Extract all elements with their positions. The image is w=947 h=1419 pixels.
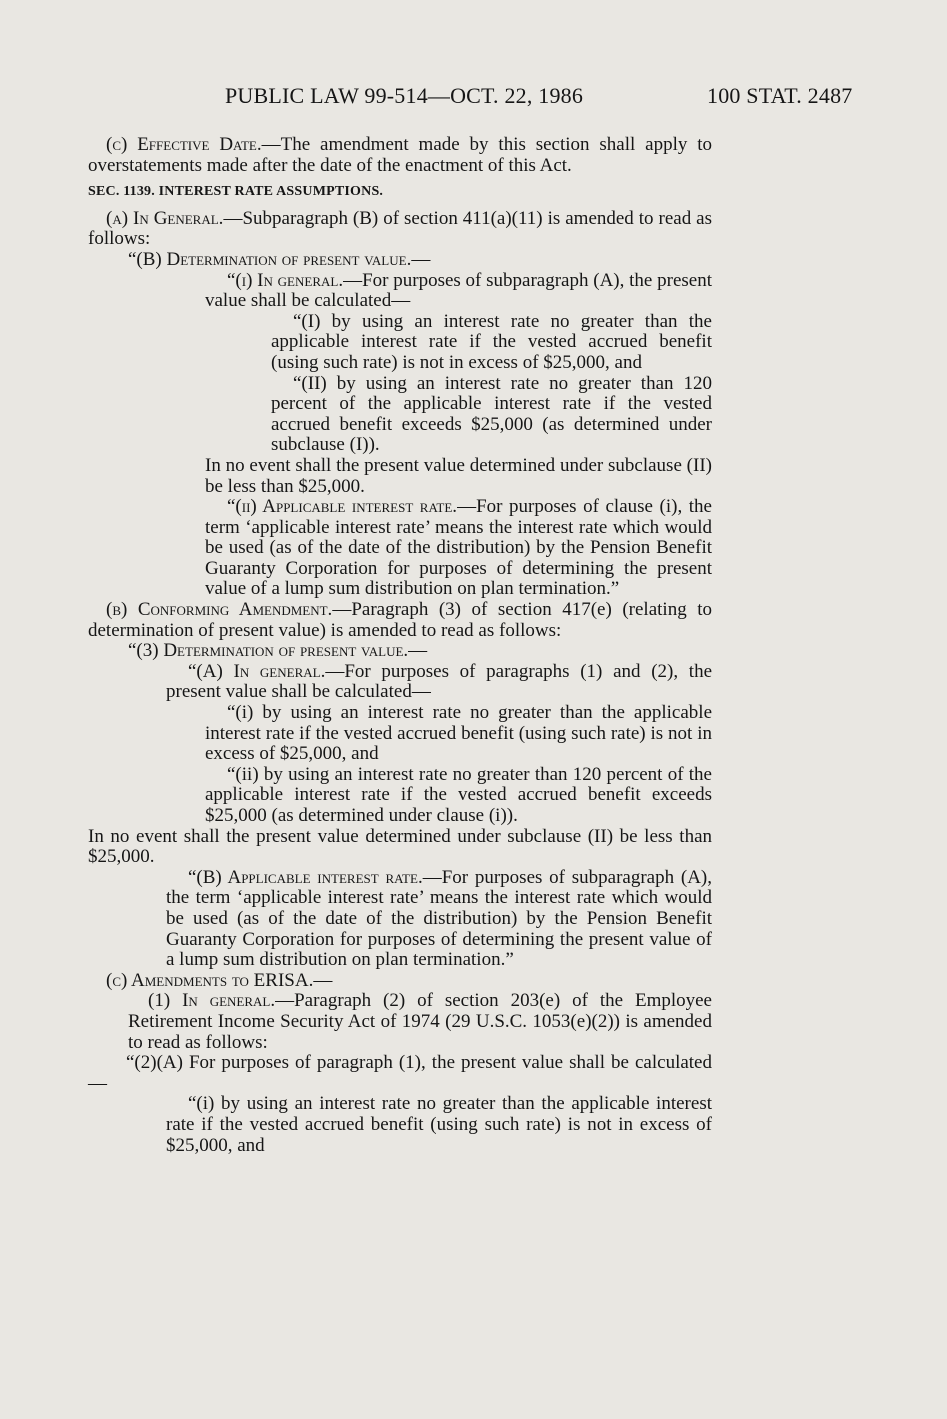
paragraph-label: (c) Effective Date.	[106, 134, 262, 155]
clause-i-erisa: “(i) by using an interest rate no greater than the applicable interest rate if the vested accrued benefit (using such rate) is not in excess of $25,000, and	[166, 1093, 712, 1156]
section-heading: SEC. 1139. INTEREST RATE ASSUMPTIONS.	[88, 184, 384, 200]
subparagraph-b-heading: “(B) Determination of present value.—	[128, 248, 431, 270]
paragraph-label: (a) In General.	[106, 207, 224, 229]
stat-page-number: 100 STAT. 2487	[707, 83, 853, 108]
page-header	[0, 83, 947, 119]
paragraph-text: —Paragraph (2) of section 203(e) of the Employee Retirement Income Security Act of 1974 (29 U.S.C. 1053(e)(2)) is amended to read as follows:	[128, 990, 712, 1053]
paragraph-text: —Subparagraph (B) of section 411(a)(11) is amended to read as follows:	[88, 207, 713, 250]
clause-i-conforming: “(i) by using an interest rate no greater than the applicable interest rate if the vested accrued benefit (using such rate) is not in excess of $25,000, and	[205, 702, 712, 765]
paragraph-label: (b) Conforming Amendment.	[106, 599, 333, 621]
clause-text: —For purposes of subparagraph (A), the present value shall be calculated—	[205, 269, 712, 312]
subparagraph-text: —For purposes of subparagraph (A), the term ‘applicable interest rate’ means the interest rate which would be used (as of the date of the distribution) by the Pension Benefit Guaranty Corporation for purposes of determining the present value of a lump sum distribution on plan termination.”	[166, 866, 712, 971]
running-title: PUBLIC LAW 99-514—OCT. 22, 1986	[225, 83, 584, 108]
flush-text-conforming: In no event shall the present value determined under subclause (II) be less than $25,000.	[88, 825, 712, 868]
subparagraph-label: “(B) Applicable interest rate.	[188, 866, 423, 888]
subparagraph-B	[88, 868, 712, 971]
paragraph-3-heading: “(3) Determination of present value.—	[128, 640, 428, 662]
paragraph-c-erisa: (c) Amendments to ERISA.—	[106, 969, 333, 991]
paragraph-a-in-general	[88, 209, 712, 250]
clause-i	[88, 271, 712, 312]
paragraph-2A: “(2)(A) For purposes of paragraph (1), the present value shall be calculated—	[88, 1052, 712, 1094]
paragraph-1-in-general	[88, 991, 712, 1053]
subclause-I: “(I) by using an interest rate no greater than the applicable interest rate if the vested accrued benefit (using such rate) is not in excess of $25,000, and	[271, 310, 712, 373]
document-body	[88, 135, 712, 1156]
paragraph-label: (1) In general.	[148, 990, 276, 1012]
paragraph-text: —The amendment made by this section shall apply to overstatements made after the date of the enactment of this Act.	[88, 134, 713, 176]
subparagraph-text: —For purposes of paragraphs (1) and (2), the present value shall be calculated—	[166, 660, 712, 703]
paragraph-effective-date	[88, 135, 712, 176]
subparagraph-A	[88, 662, 712, 703]
subparagraph-label: “(A) In general.	[188, 660, 326, 682]
clause-ii-conforming: “(ii) by using an interest rate no greater than 120 percent of the applicable interest rate if the vested accrued benefit exceeds $25,000 (as determined under clause (i)).	[205, 763, 712, 826]
subclause-II: “(II) by using an interest rate no greater than 120 percent of the applicable interest rate if the vested accrued benefit exceeds $25,000 (as determined under subclause (I)).	[271, 372, 712, 456]
clause-text: —For purposes of clause (i), the term ‘applicable interest rate’ means the interest rate which would be used (as of the date of the distribution) by the Pension Benefit Guaranty Corporation for purposes of determining the present value of a lump sum distribution on plan termination.”	[205, 496, 712, 600]
clause-label: “(i) In general.	[227, 269, 344, 291]
paragraph-b-conforming	[88, 600, 712, 641]
clause-ii	[88, 497, 712, 600]
paragraph-text: —Paragraph (3) of section 417(e) (relating to determination of present value) is amended to read as follows:	[88, 599, 712, 641]
clause-label: “(ii) Applicable interest rate.	[227, 496, 458, 518]
clause-flush-text: In no event shall the present value determined under subclause (II) be less than $25,000.	[205, 454, 712, 497]
